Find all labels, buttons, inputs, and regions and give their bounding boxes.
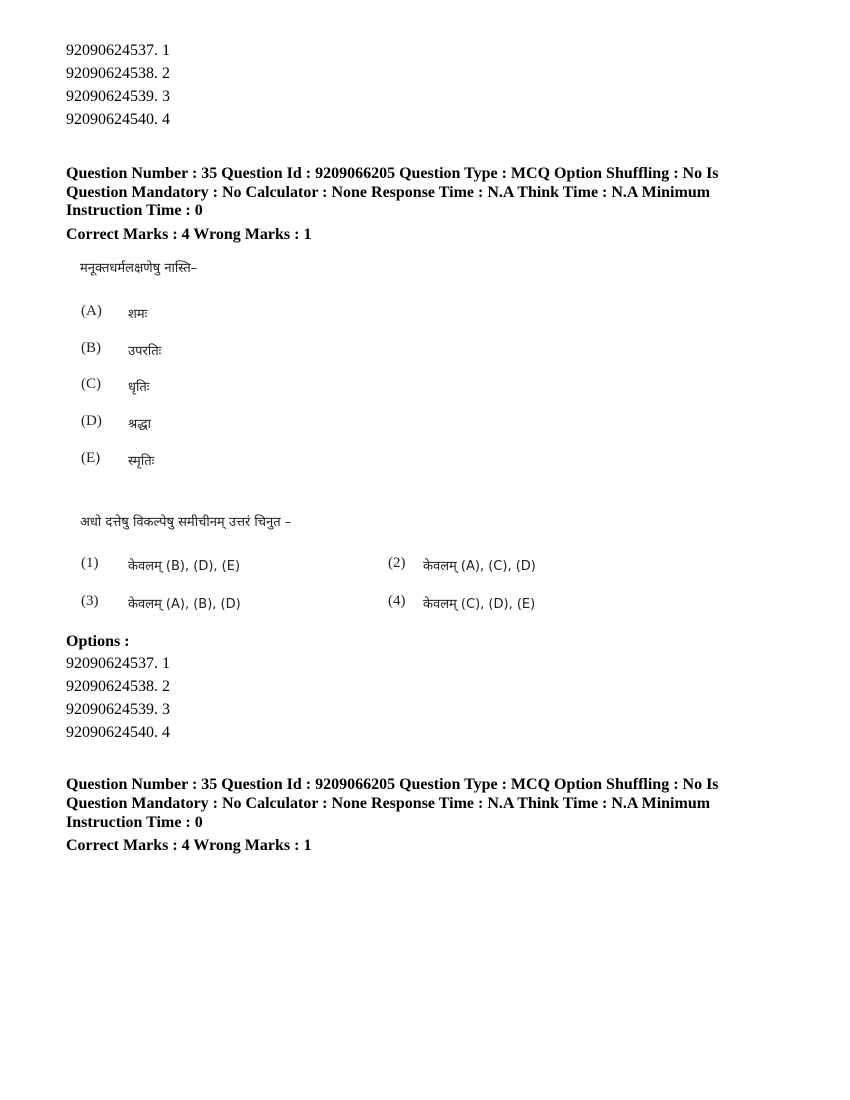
option-number: 1 (162, 655, 170, 672)
choice-text: केवलम् (A), (C), (D) (423, 559, 536, 574)
choice-text: केवलम् (A), (B), (D) (128, 597, 241, 612)
choice-text: केवलम् (B), (D), (E) (128, 559, 241, 574)
options-heading: Options : (66, 633, 130, 650)
option-number: 3 (162, 701, 170, 718)
question-header-line-2: Question Mandatory : No Calculator : None Response Time : N.A Think Time : N.A Minimum (66, 184, 711, 201)
question-marks: Correct Marks : 4 Wrong Marks : 1 (66, 226, 312, 243)
option-line (66, 110, 170, 129)
item-text: धृतिः (128, 380, 150, 395)
item-text: स्मृतिः (128, 454, 155, 469)
question-header-line-3: Instruction Time : 0 (66, 202, 203, 219)
choice-label: (3) (81, 593, 99, 609)
item-label: (C) (81, 376, 101, 392)
question-header-line-1: Question Number : 35 Question Id : 9209066205 Question Type : MCQ Option Shuffling : No Is (66, 776, 719, 793)
option-line (66, 87, 170, 106)
item-text: शमः (128, 307, 148, 322)
option-line (66, 677, 170, 696)
item-label: (A) (81, 303, 102, 319)
option-id: 92090624539. (66, 88, 158, 105)
option-line (66, 723, 170, 742)
option-id: 92090624538. (66, 65, 158, 82)
item-label: (B) (81, 340, 101, 356)
option-line (66, 64, 170, 83)
option-id: 92090624540. (66, 111, 158, 128)
choice-label: (4) (388, 593, 406, 609)
option-id: 92090624540. (66, 724, 158, 741)
option-number: 3 (162, 88, 170, 105)
option-number: 2 (162, 65, 170, 82)
option-line (66, 654, 170, 673)
option-number: 1 (162, 42, 170, 59)
question-header-line-1: Question Number : 35 Question Id : 9209066205 Question Type : MCQ Option Shuffling : No Is (66, 165, 719, 182)
item-label: (E) (81, 450, 101, 466)
choice-label: (2) (388, 555, 406, 571)
option-number: 2 (162, 678, 170, 695)
option-id: 92090624538. (66, 678, 158, 695)
choice-label: (1) (81, 555, 99, 571)
question-marks: Correct Marks : 4 Wrong Marks : 1 (66, 837, 312, 854)
question-instruction: अधो दत्तेषु विकल्पेषु समीचीनम् उत्तरं चिनुत – (80, 515, 292, 530)
option-line (66, 700, 170, 719)
question-stem: मनूक्तधर्मलक्षणेषु नास्ति– (80, 261, 198, 276)
question-header-line-3: Instruction Time : 0 (66, 814, 203, 831)
option-id: 92090624537. (66, 42, 158, 59)
option-id: 92090624537. (66, 655, 158, 672)
option-number: 4 (162, 724, 170, 741)
item-label: (D) (81, 413, 102, 429)
question-header-line-2: Question Mandatory : No Calculator : None Response Time : N.A Think Time : N.A Minimum (66, 795, 711, 812)
option-number: 4 (162, 111, 170, 128)
option-line (66, 41, 170, 60)
option-id: 92090624539. (66, 701, 158, 718)
choice-text: केवलम् (C), (D), (E) (423, 597, 536, 612)
item-text: श्रद्धा (128, 417, 151, 432)
item-text: उपरतिः (128, 344, 162, 359)
